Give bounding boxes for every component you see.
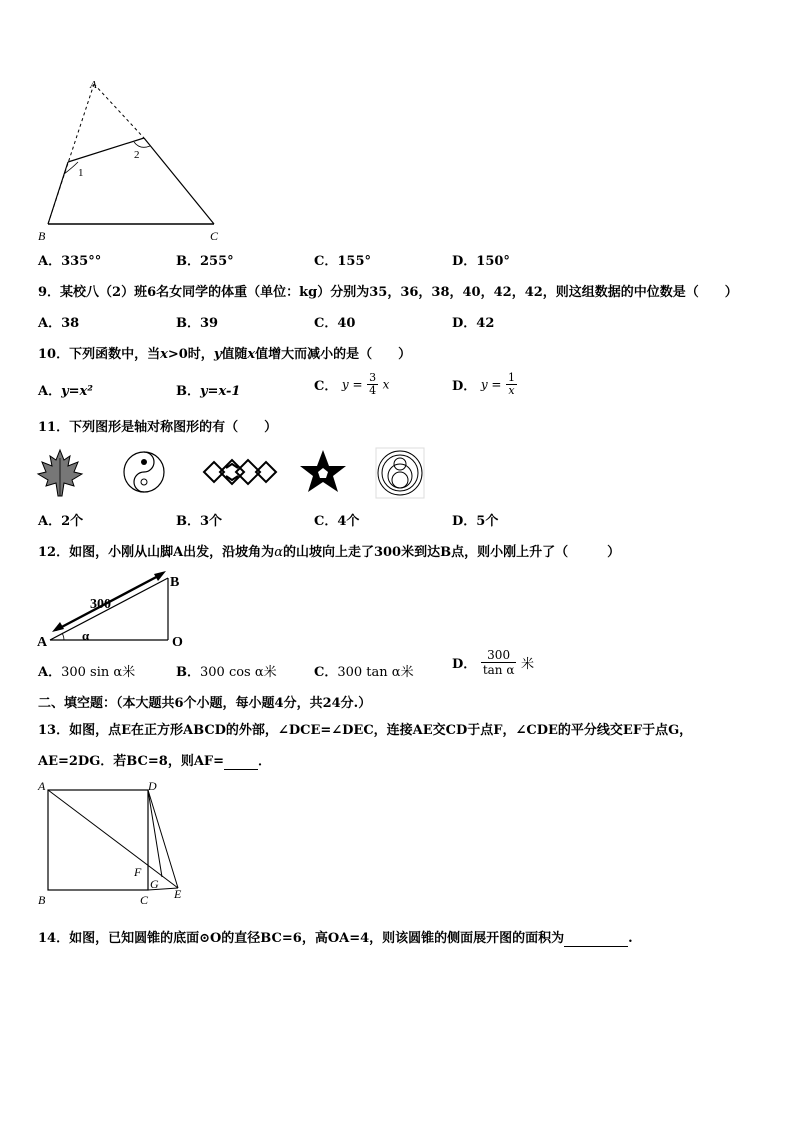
q12-option-c[interactable]: C．300 tan α米 <box>314 665 414 680</box>
q8-option-d[interactable]: D．150° <box>452 254 510 269</box>
q13-label-d: D <box>148 779 157 793</box>
q9-option-a[interactable]: A．38 <box>38 316 80 331</box>
q10-option-d[interactable]: D． y = $\frac{1}{x}$ <box>452 371 515 397</box>
maple-leaf-icon <box>38 450 82 496</box>
q8-angle-2: 2 <box>134 149 140 161</box>
nested-circles-icon <box>376 448 424 498</box>
pentagon-star-icon <box>300 450 346 492</box>
q10-option-c[interactable]: C． y = $\frac{3}{4}$ x <box>314 371 390 397</box>
q13-question-line1: 13．如图，点E在正方形ABCD的外部，∠DCE=∠DEC，连接AE交CD于点F，∠CDE的平分线交EF于点G， <box>38 723 693 738</box>
q12-option-a[interactable]: A．300 sin α米 <box>38 665 136 680</box>
q9-question: 9．某校八（2）班6名女同学的体重（单位：kg）分别为35，36，38，40，42，42，则这组数据的中位数是（ ） <box>38 285 738 300</box>
q13-label-a: A <box>38 779 46 793</box>
q9-option-b[interactable]: B．39 <box>176 316 219 331</box>
q12-label-a: A <box>37 635 48 650</box>
q12-slope-figure <box>36 568 196 652</box>
q10-option-b[interactable]: B．y=x-1 <box>176 384 241 399</box>
q11-option-b[interactable]: B．3个 <box>176 514 223 529</box>
q14-answer-blank[interactable] <box>564 931 628 947</box>
q10-option-a[interactable]: A．y=x² <box>38 384 93 399</box>
q11-question: 11．下列图形是轴对称图形的有（ ） <box>38 420 278 435</box>
q13-answer-blank[interactable] <box>224 754 258 770</box>
q12-label-o: O <box>172 635 183 650</box>
q12-label-300: 300 <box>90 597 111 612</box>
q8-option-a[interactable]: A．335°° <box>38 254 102 269</box>
q8-label-a: A <box>90 79 97 91</box>
q13-label-c: C <box>140 893 149 907</box>
q8-option-c[interactable]: C．155° <box>314 254 371 269</box>
q12-option-b[interactable]: B．300 cos α米 <box>176 665 277 680</box>
q11-option-c[interactable]: C．4个 <box>314 514 360 529</box>
q10-question: 10．下列函数中，当x>0时，y值随x值增大而减小的是（ ） <box>38 347 412 362</box>
q12-option-d[interactable]: D． $\frac{300}{\text{tan α}}$ 米 <box>452 648 534 677</box>
q8-angle-1: 1 <box>78 167 84 179</box>
q8-option-b[interactable]: B．255° <box>176 254 234 269</box>
q13-question-line2: AE=2DG．若BC=8，则AF= ． <box>38 754 272 769</box>
q13-square-figure <box>36 778 186 910</box>
q8-label-c: C <box>210 229 219 243</box>
yin-yang-icon <box>124 452 164 492</box>
q11-figures-row <box>36 446 426 500</box>
q13-label-g: G <box>150 877 159 891</box>
q8-triangle-figure <box>36 76 226 244</box>
q11-option-d[interactable]: D．5个 <box>452 514 499 529</box>
q13-label-f: F <box>134 865 142 879</box>
knot-pattern-icon <box>204 460 276 484</box>
q12-label-b: B <box>170 575 180 590</box>
q12-label-alpha: α <box>82 628 90 643</box>
q12-question: 12．如图，小刚从山脚A出发，沿坡角为α的山坡向上走了300米到达B点，则小刚上升了（ ） <box>38 545 621 560</box>
q8-label-b: B <box>38 229 46 243</box>
q14-question: 14．如图，已知圆锥的底面⊙O的直径BC=6，高OA=4，则该圆锥的侧面展开图的面积为 . <box>38 931 633 946</box>
q13-label-e: E <box>174 887 182 901</box>
section-2-heading: 二、填空题：（本大题共6个小题，每小题4分，共24分.） <box>38 696 372 711</box>
q11-option-a[interactable]: A．2个 <box>38 514 84 529</box>
q13-label-b: B <box>38 893 46 907</box>
q9-option-d[interactable]: D．42 <box>452 316 495 331</box>
q9-option-c[interactable]: C．40 <box>314 316 356 331</box>
